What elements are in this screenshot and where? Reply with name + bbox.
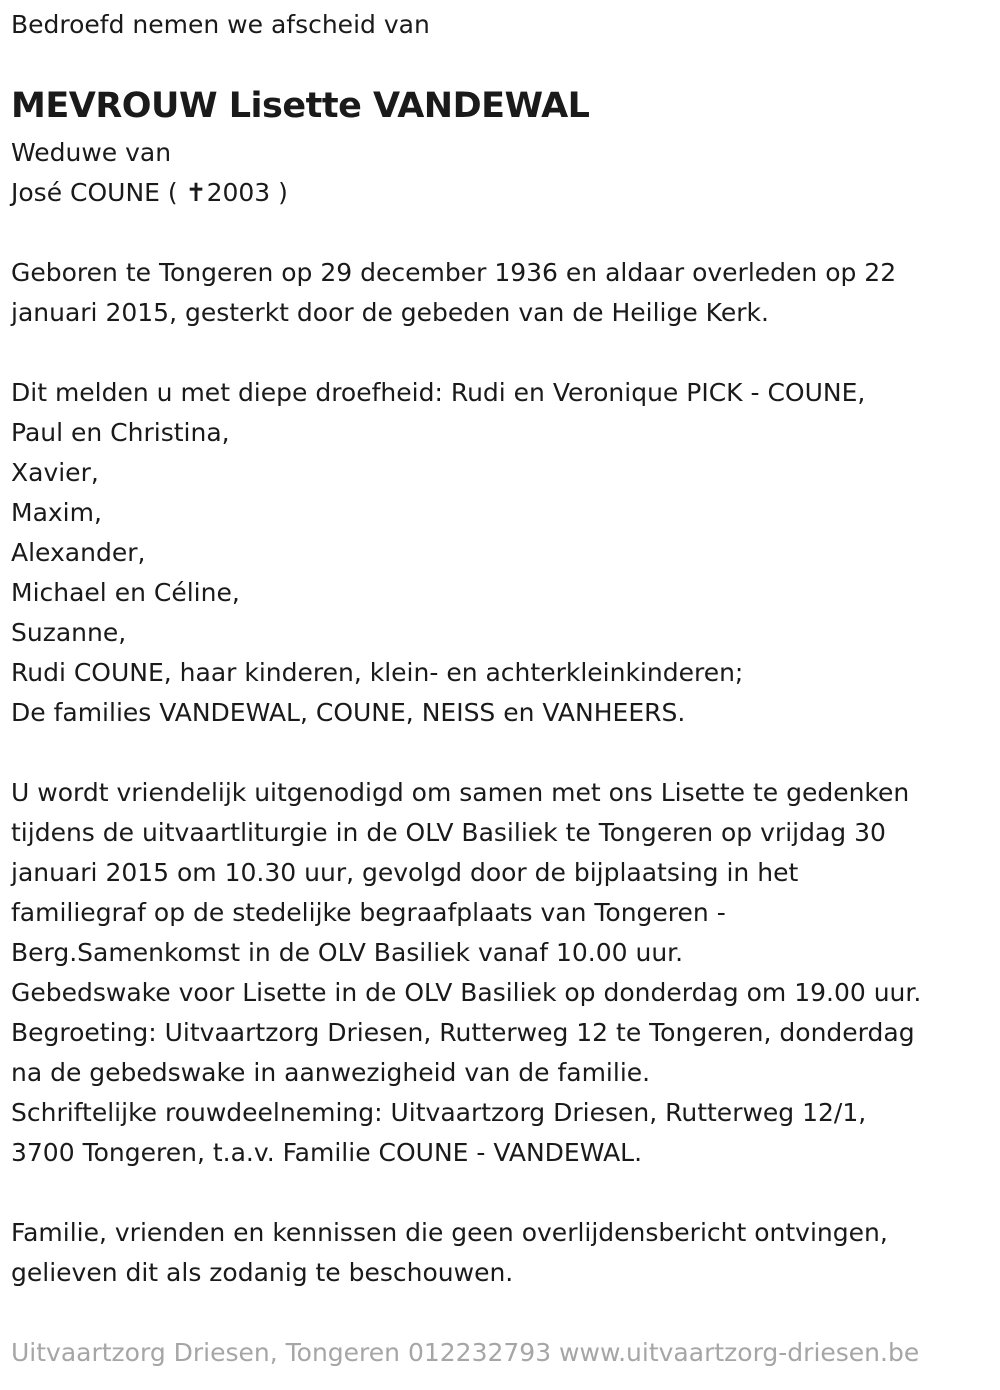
family-line: Michael en Céline, [11,578,240,607]
spouse-line [11,173,288,213]
family-line: Dit melden u met diepe droefheid: Rudi en Veronique PICK - COUNE, [11,378,866,407]
service-paragraph [11,773,921,1173]
service-line: familiegraf op de stedelijke begraafplaats van Tongeren - [11,898,726,927]
family-line: Paul en Christina, [11,418,230,447]
family-line: De families VANDEWAL, COUNE, NEISS en VANHEERS. [11,698,686,727]
family-line: Alexander, [11,538,146,567]
service-line: U wordt vriendelijk uitgenodigd om samen met ons Lisette te gedenken [11,778,910,807]
paragraph-line: Geboren te Tongeren op 29 december 1936 en aldaar overleden op 22 [11,258,897,287]
widow-block [11,133,288,213]
service-line: Gebedswake voor Lisette in de OLV Basiliek op donderdag om 19.00 uur. [11,978,922,1007]
service-line: januari 2015 om 10.30 uur, gevolgd door de bijplaatsing in het [11,858,799,887]
service-line: 3700 Tongeren, t.a.v. Familie COUNE - VANDEWAL. [11,1138,643,1167]
widow-of-label: Weduwe van [11,138,172,167]
intro-text: Bedroefd nemen we afscheid van [11,10,430,39]
closing-line: Familie, vrienden en kennissen die geen overlijdensbericht ontvingen, [11,1218,888,1247]
paragraph-line: januari 2015, gesterkt door de gebeden van de Heilige Kerk. [11,298,769,327]
spouse-name: José COUNE ( [11,178,186,207]
funeral-home-footer: Uitvaartzorg Driesen, Tongeren 012232793 www.uitvaartzorg-driesen.be [11,1338,920,1367]
service-line: Begroeting: Uitvaartzorg Driesen, Rutterweg 12 te Tongeren, donderdag [11,1018,915,1047]
service-line: na de gebedswake in aanwezigheid van de familie. [11,1058,651,1087]
spouse-death-year: 2003 [206,178,271,207]
family-line: Suzanne, [11,618,127,647]
deceased-name: MEVROUW Lisette VANDEWAL [11,86,590,126]
family-line: Rudi COUNE, haar kinderen, klein- en achterkleinkinderen; [11,658,744,687]
birth-death-paragraph [11,253,896,333]
closing-line: gelieven dit als zodanig te beschouwen. [11,1258,514,1287]
spouse-closing: ) [270,178,288,207]
service-line: Schriftelijke rouwdeelneming: Uitvaartzorg Driesen, Rutterweg 12/1, [11,1098,867,1127]
latin-cross-icon: ✝ [185,178,207,207]
service-line: tijdens de uitvaartliturgie in de OLV Basiliek te Tongeren op vrijdag 30 [11,818,886,847]
service-line: Berg.Samenkomst in de OLV Basiliek vanaf 10.00 uur. [11,938,684,967]
family-paragraph [11,373,865,733]
family-line: Maxim, [11,498,102,527]
family-line: Xavier, [11,458,99,487]
closing-paragraph [11,1213,888,1293]
